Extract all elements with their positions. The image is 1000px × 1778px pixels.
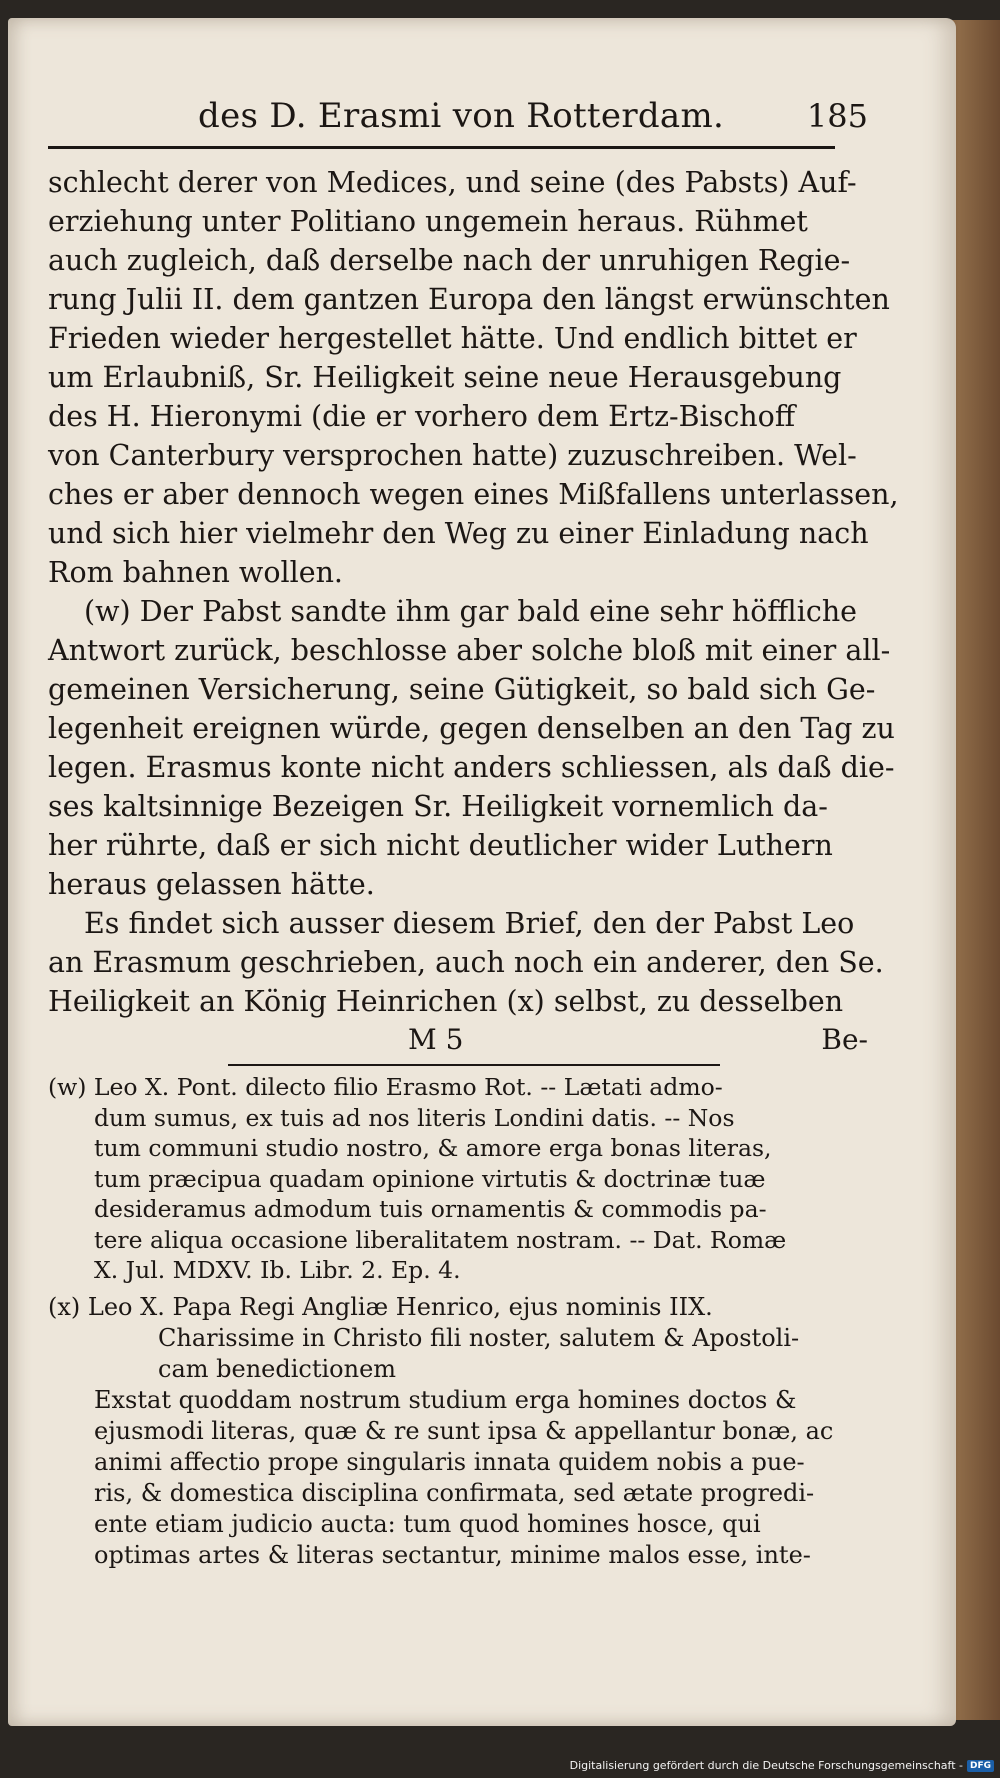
text-line: und sich hier vielmehr den Weg zu einer Einladung nach xyxy=(48,517,869,550)
catchline xyxy=(48,1023,868,1056)
footnote-line: tum communi studio nostro, & amore erga bonas literas, xyxy=(94,1134,772,1162)
credit-text: Digitalisierung gefördert durch die Deutsche Forschungsgemeinschaft - xyxy=(569,1759,963,1772)
letter-salutation: cam benedictionem xyxy=(158,1354,397,1383)
footnote-line: tum præcipua quadam opinione virtutis & doctrinæ tuæ xyxy=(94,1164,766,1193)
text-line: Antwort zurück, beschlosse aber solche bloß mit einer all- xyxy=(48,634,891,667)
dfg-logo-icon: DFG xyxy=(967,1760,994,1772)
text-line: um Erlaubniß, Sr. Heiligkeit seine neue Herausgebung xyxy=(48,361,842,394)
text-line: Es findet sich ausser diesem Brief, den der Pabst Leo xyxy=(84,907,855,940)
text-line: legenheit ereignen würde, gegen denselben an den Tag zu xyxy=(48,712,895,745)
text-line: gemeinen Versicherung, seine Gütigkeit, so bald sich Ge- xyxy=(48,673,876,706)
signature-mark: M 5 xyxy=(408,1023,464,1056)
footnote-line: desideramus admodum tuis ornamentis & commodis pa- xyxy=(94,1195,767,1223)
header-rule xyxy=(48,146,835,149)
text-line: des H. Hieronymi (die er vorhero dem Ertz-Bischoff xyxy=(48,400,796,433)
footnote-x xyxy=(48,1292,868,1571)
text-line: Rom bahnen wollen. xyxy=(48,556,343,589)
text-line: legen. Erasmus konte nicht anders schliessen, als daß die- xyxy=(48,751,895,784)
letter-line: Exstat quoddam nostrum studium erga homines doctos & xyxy=(94,1385,797,1414)
footnote-rule xyxy=(228,1064,720,1066)
main-text xyxy=(48,163,899,1021)
text-line: von Canterbury versprochen hatte) zuzuschreiben. Wel- xyxy=(48,439,857,472)
letter-line: optimas artes & literas sectantur, minime malos esse, inte- xyxy=(94,1540,811,1569)
letter-salutation: Charissime in Christo fili noster, salutem & Apostoli- xyxy=(158,1323,800,1352)
digitization-credit xyxy=(570,1759,994,1772)
footnote-line: X. Jul. MDXV. Ib. Libr. 2. Ep. 4. xyxy=(94,1256,461,1284)
footnote-line: dum sumus, ex tuis ad nos literis Londini datis. -- Nos xyxy=(94,1103,735,1132)
footnote-line: tere aliqua occasione liberalitatem nostram. -- Dat. Romæ xyxy=(94,1225,787,1254)
text-line: heraus gelassen hätte. xyxy=(48,868,375,901)
footnote-line: (w) Leo X. Pont. dilecto filio Erasmo Rot. -- Lætati admo- xyxy=(48,1073,723,1101)
catchword: Be- xyxy=(821,1023,868,1056)
text-line: schlecht derer von Medices, und seine (des Pabsts) Auf- xyxy=(48,166,857,199)
letter-line: ejusmodi literas, quæ & re sunt ipsa & appellantur bonæ, ac xyxy=(94,1416,834,1445)
page-content xyxy=(48,96,899,1571)
text-line: erziehung unter Politiano ungemein heraus. Rühmet xyxy=(48,205,808,238)
text-line: an Erasmum geschrieben, auch noch ein anderer, den Se. xyxy=(48,946,884,979)
footnote-heading: (x) Leo X. Papa Regi Angliæ Henrico, ejus nominis IIX. xyxy=(48,1292,713,1321)
letter-line: animi affectio prope singularis innata quidem nobis a pue- xyxy=(94,1447,805,1476)
footnote-w xyxy=(48,1072,868,1286)
text-line: ches er aber dennoch wegen eines Mißfallens unterlassen, xyxy=(48,478,899,511)
letter-line: ente etiam judicio aucta: tum quod homines hosce, qui xyxy=(94,1509,761,1538)
letter-line: ris, & domestica disciplina confirmata, sed ætate progredi- xyxy=(94,1478,815,1507)
text-line: Frieden wieder hergestellet hätte. Und endlich bittet er xyxy=(48,322,857,355)
text-line: auch zugleich, daß derselbe nach der unruhigen Regie- xyxy=(48,244,851,277)
text-line: Heiligkeit an König Heinrichen (x) selbst, zu desselben xyxy=(48,985,844,1018)
book-page xyxy=(8,18,956,1726)
text-line: her rührte, daß er sich nicht deutlicher wider Luthern xyxy=(48,829,833,862)
text-line: (w) Der Pabst sandte ihm gar bald eine sehr höffliche xyxy=(84,595,858,628)
text-line: ses kaltsinnige Bezeigen Sr. Heiligkeit vornemlich da- xyxy=(48,790,828,823)
running-title: des D. Erasmi von Rotterdam. xyxy=(198,96,725,136)
text-line: rung Julii II. dem gantzen Europa den längst erwünschten xyxy=(48,283,890,316)
page-number: 185 xyxy=(806,97,868,135)
page-header xyxy=(48,96,868,136)
